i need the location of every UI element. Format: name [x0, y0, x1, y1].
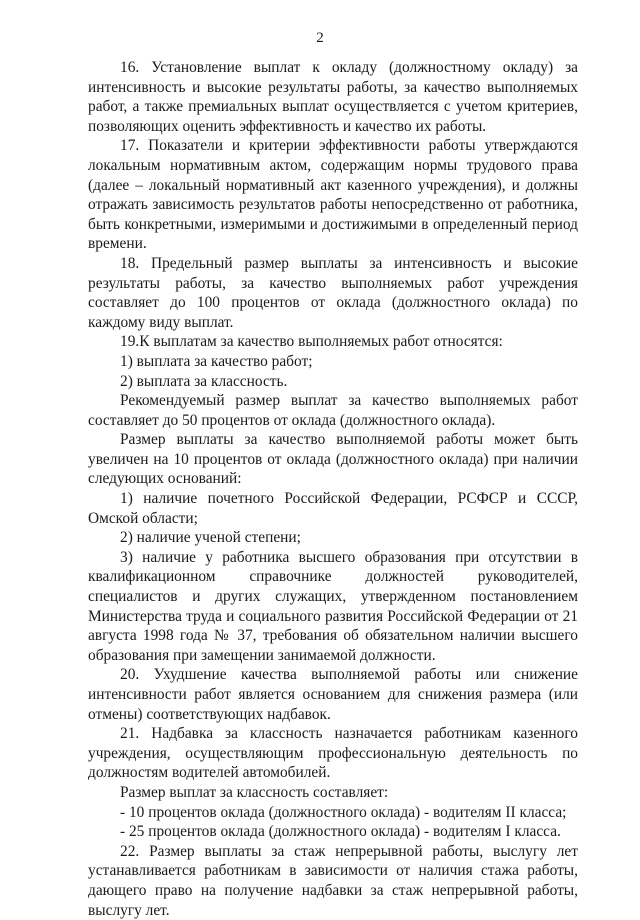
list-item-degree: 2) наличие ученой степени;	[120, 529, 301, 547]
paragraph-increase: Размер выплаты за качество выполняемой работы может быть увеличен на 10 процентов от оклада (должностного оклада) при наличии следующих оснований:	[88, 431, 578, 488]
paragraph-22: 22. Размер выплаты за стаж непрерывной работы, выслугу лет устанавливается работникам в зависимости от наличия стажа работы, дающего право на получение надбавки за стаж непрерывной работы, выслугу лет.	[88, 842, 578, 919]
paragraph-18: 18. Предельный размер выплаты за интенсивность и высокие результаты работы, за качество выполняемых работ учреждения составляет до 100 процентов от оклада (должностного оклада) по каждому виду выплат.	[88, 254, 578, 331]
list-item-honorary: 1) наличие почетного Российской Федерации, РСФСР и СССР, Омской области;	[88, 490, 578, 527]
paragraph-20: 20. Ухудшение качества выполняемой работы или снижение интенсивности работ является основанием для снижения размера (или отмены) соответствующих надбавок.	[88, 666, 578, 723]
document-body	[88, 58, 578, 920]
paragraph-21: 21. Надбавка за классность назначается работникам казенного учреждения, осуществляющим профессиональную деятельность по должностям водителей автомобилей.	[88, 725, 578, 782]
paragraph-19: 19.К выплатам за качество выполняемых работ относятся:	[120, 333, 503, 351]
paragraph-recommended-size: Рекомендуемый размер выплат за качество выполняемых работ составляет до 50 процентов от оклада (должностного оклада).	[88, 392, 578, 429]
list-item-class-ii: - 10 процентов оклада (должностного оклада) - водителям II класса;	[120, 803, 567, 821]
list-item-quality: 1) выплата за качество работ;	[120, 352, 313, 370]
list-item-higher-education: 3) наличие у работника высшего образования при отсутствии в квалификационном справочнике должностей руководителей, специалистов и других служащих, утвержденном постановлением Министерства труда и социального развития Российской Федерации от 21 августа 1998 года № 37, требования об обязательном наличии высшего образования при замещении занимаемой должности.	[88, 548, 578, 664]
paragraph-class-size: Размер выплат за классность составляет:	[120, 783, 389, 801]
list-item-class-i: - 25 процентов оклада (должностного оклада) - водителям I класса.	[120, 823, 561, 841]
paragraph-17: 17. Показатели и критерии эффективности работы утверждаются локальным нормативным актом, содержащим нормы трудового права (далее – локальный нормативный акт казенного учреждения), и должны отражать зависимость результатов работы непосредственно от работника, быть конкретными, измеримыми и достижимыми в определенный период времени.	[88, 137, 578, 253]
paragraph-16: 16. Установление выплат к окладу (должностному окладу) за интенсивность и высокие результаты работы, за качество выполняемых работ, а также премиальных выплат осуществляется с учетом критериев, позволяющих оценить эффективность и качество их работы.	[88, 59, 578, 135]
list-item-class: 2) выплата за классность.	[120, 372, 288, 390]
page-number: 2	[316, 30, 324, 46]
